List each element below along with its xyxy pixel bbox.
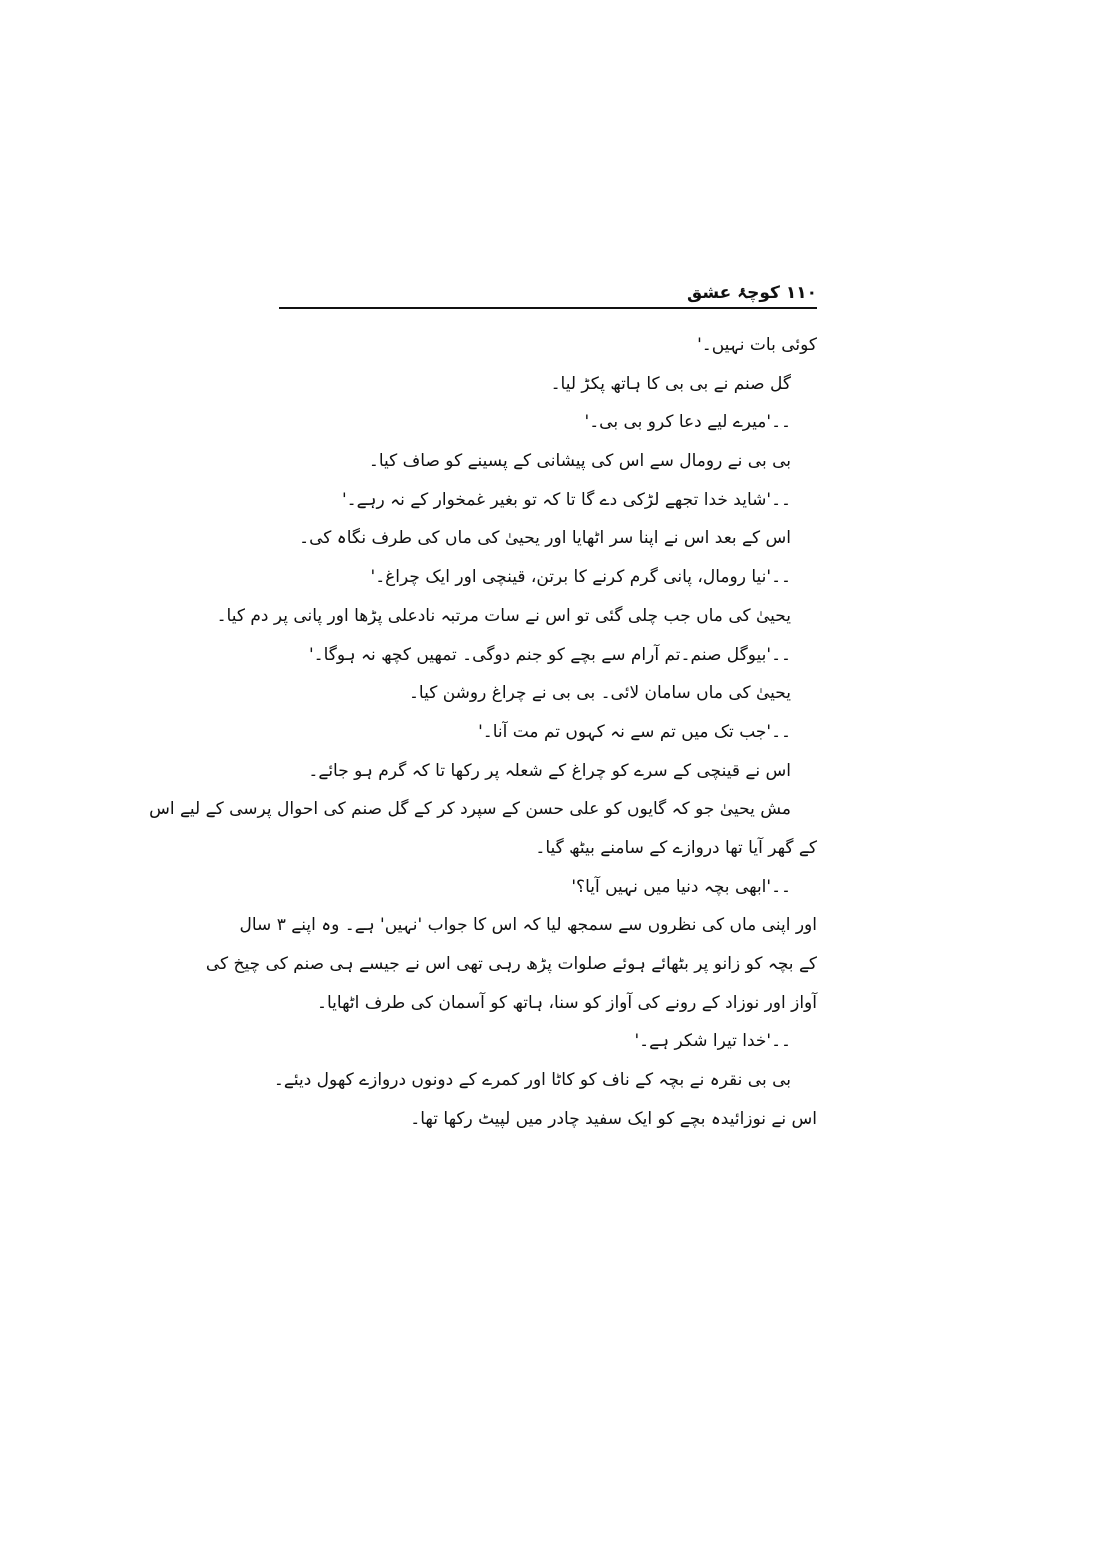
text-line: یحییٰ کی ماں جب چلی گئی تو اس نے سات مرتبہ نادعلی پڑھا اور پانی پر دم کیا۔: [216, 605, 791, 626]
dialogue-line: ۔۔'خدا تیرا شکر ہے۔': [634, 1031, 791, 1052]
text-line: بی بی نے رومال سے اس کی پیشانی کے پسینے کو صاف کیا۔: [368, 451, 791, 472]
dialogue-line: ۔۔'جب تک میں تم سے نہ کہوں تم مت آنا۔': [478, 721, 791, 742]
text-line: کوئی بات نہیں۔': [697, 335, 817, 355]
body-text: [149, 326, 817, 1138]
text-line: بی بی نقرہ نے بچہ کے ناف کو کاٹا اور کمرے کے دونوں دروازے کھول دیئے۔: [273, 1070, 791, 1091]
text-line: مش یحییٰ جو کہ گایوں کو علی حسن کے سپرد کر کے گل صنم کی احوال پرسی کے لیے اس: [149, 799, 791, 820]
text-line: گل صنم نے بی بی کا ہاتھ پکڑ لیا۔: [550, 373, 791, 394]
dialogue-line: ۔۔'ابھی بچہ دنیا میں نہیں آیا؟': [571, 876, 791, 897]
text-line: کے گھر آیا تھا دروازے کے سامنے بیٹھ گیا۔: [535, 837, 817, 858]
dialogue-line: ۔۔'شاید خدا تجھے لڑکی دے گا تا کہ تو بغیر غمخوار کے نہ رہے۔': [341, 489, 791, 510]
running-header: [279, 282, 817, 308]
running-title: ۱۱۰ کوچۂ عشق: [687, 283, 817, 303]
dialogue-line: ۔۔'بیوگل صنم۔تم آرام سے بچے کو جنم دوگی۔ تمھیں کچھ نہ ہوگا۔': [308, 644, 791, 665]
dialogue-line: ۔۔'نیا رومال، پانی گرم کرنے کا برتن، قینچی اور ایک چراغ۔': [370, 567, 791, 588]
text-line: اس نے نوزائیدہ بچے کو ایک سفید چادر میں لپیٹ رکھا تھا۔: [410, 1108, 817, 1129]
header-rule: [279, 307, 817, 309]
text-line: آواز اور نوزاد کے رونے کی آواز کو سنا، ہاتھ کو آسمان کی طرف اٹھایا۔: [317, 992, 817, 1013]
text-line: اس نے قینچی کے سرے کو چراغ کے شعلہ پر رکھا تا کہ گرم ہو جائے۔: [308, 760, 791, 781]
text-line: اور اپنی ماں کی نظروں سے سمجھ لیا کہ اس کا جواب 'نہیں' ہے۔ وہ اپنے ۳ سال: [239, 915, 817, 936]
text-line: کے بچہ کو زانو پر بٹھائے ہوئے صلوات پڑھ رہی تھی اس نے جیسے ہی صنم کی چیخ کی: [205, 954, 817, 974]
text-line: اس کے بعد اس نے اپنا سر اٹھایا اور یحییٰ کی ماں کی طرف نگاہ کی۔: [299, 528, 791, 549]
text-line: یحییٰ کی ماں سامان لائی۔ بی بی نے چراغ روشن کیا۔: [408, 683, 791, 704]
dialogue-line: ۔۔'میرے لیے دعا کرو بی بی۔': [584, 412, 791, 433]
